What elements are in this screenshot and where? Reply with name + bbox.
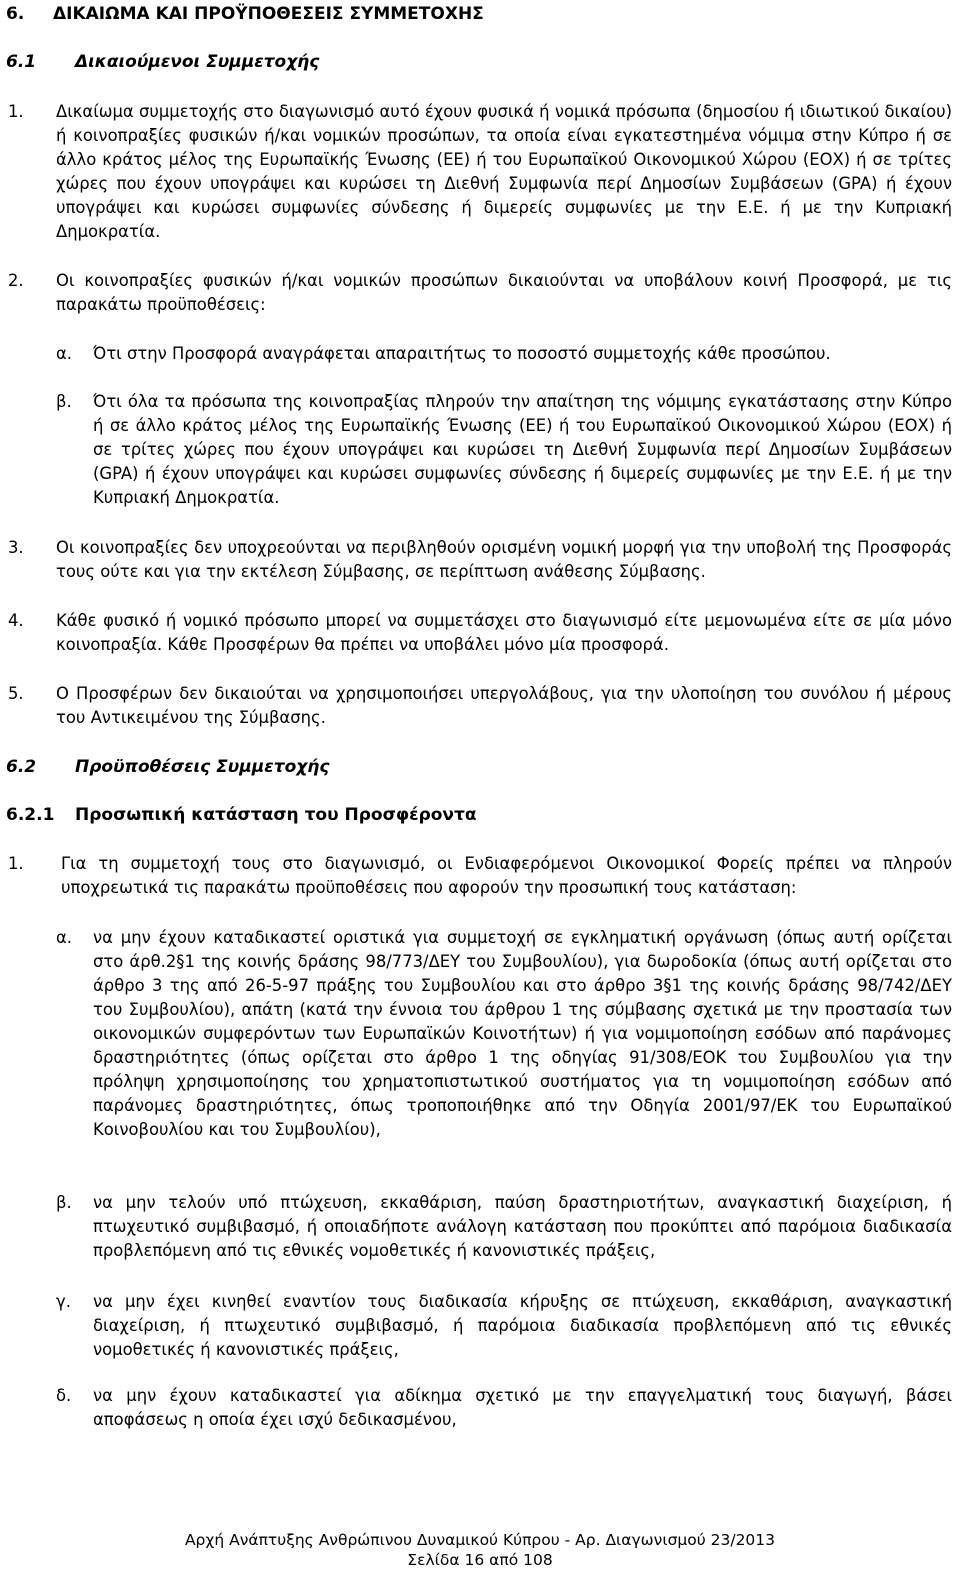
list-item bbox=[56, 390, 952, 510]
paragraph-text: Για τη συμμετοχή τους στο διαγωνισμό, οι Ενδιαφερόμενοι Οικονομικοί Φορείς πρέπει να πληρούν υποχρεωτικά τις παρακάτω προϋποθέσεις που αφορούν την προσωπική τους κατάσταση: bbox=[61, 854, 952, 897]
paragraph-text: να μην έχουν καταδικαστεί για αδίκημα σχετικό με την επαγγελματική τους διαγωγή, βάσει αποφάσεως η οποία έχει ισχύ δεδικασμένου, bbox=[93, 1386, 952, 1429]
list-marker: 3. bbox=[8, 538, 24, 557]
list-item bbox=[56, 1290, 952, 1362]
section-number: 6.2.1 bbox=[6, 805, 55, 825]
paragraph-text: να μην έχουν καταδικαστεί οριστικά για συμμετοχή σε εγκληματική οργάνωση (όπως αυτή ορίζεται στο άρθ.2§1 της κοινής δράσης 98/773/ΔΕΥ του Συμβουλίου), για δωροδοκία (όπως αυτή ορίζεται στο άρθρο 3 της από 26-5-97 πράξης του Συμβουλίου και στο άρθρο 3§1 της κοινής δράσης 98/742/ΔΕΥ του Συμβουλίου), απάτη (κατά την έννοια του άρθρου 1 της σύμβασης σχετικά με την προστασία των οικονομικών συμφερόντων των Ευρωπαϊκών Κοινοτήτων) ή για νομιμοποίηση εσόδων από παράνομες δραστηριότητες (όπως ορίζεται στο άρθρο 1 της οδηγίας 91/308/ΕΟΚ του Συμβουλίου για την πρόληψη χρησιμοποίησης του χρηματοπιστωτικού συστήματος για τη νομιμοποίηση εσόδων από παράνομες δραστηριότητες, όπως τροποποιήθηκε από την Οδηγία 2001/97/ΕΚ του Ευρωπαϊκού Κοινοβουλίου και του Συμβουλίου), bbox=[93, 928, 952, 1139]
list-marker: 5. bbox=[8, 684, 24, 703]
list-item bbox=[8, 609, 952, 657]
list-item bbox=[8, 536, 952, 584]
list-item bbox=[8, 852, 952, 900]
section-title: Δικαιούμενοι Συμμετοχής bbox=[75, 52, 320, 72]
paragraph-text: Ότι στην Προσφορά αναγράφεται απαραιτήτως το ποσοστό συμμετοχής κάθε προσώπου. bbox=[93, 344, 831, 363]
list-marker: α. bbox=[56, 928, 73, 947]
footer-organization: Αρχή Ανάπτυξης Ανθρώπινου Δυναμικού Κύπρου - Αρ. Διαγωνισμού 23/2013 bbox=[184, 1531, 776, 1549]
paragraph-text: Οι κοινοπραξίες δεν υποχρεούνται να περιβληθούν ορισμένη νομική μορφή για την υποβολή της Προσφοράς τους ούτε και για την εκτέλεση Σύμβασης, σε περίπτωση ανάθεσης Σύμβασης. bbox=[56, 538, 952, 581]
paragraph-text: Δικαίωμα συμμετοχής στο διαγωνισμό αυτό έχουν φυσικά ή νομικά πρόσωπα (δημοσίου ή ιδιωτικού δικαίου) ή κοινοπραξίες φυσικών ή/και νομικών προσώπων, τα οποία είναι εγκατεστημένα νόμιμα στην Κύπρο ή σε άλλο κράτος μέλος της Ευρωπαϊκής Ένωσης (ΕΕ) ή του Ευρωπαϊκού Οικονομικού Χώρου (ΕΟΧ) ή σε τρίτες χώρες που έχουν υπογράψει και κυρώσει τη Διεθνή Συμφωνία περί Δημοσίων Συμβάσεων (GPA) ή έχουν υπογράψει και κυρώσει συμφωνίες σύνδεσης ή διμερείς συμφωνίες με την Ε.Ε. ή με την Κυπριακή Δημοκρατία. bbox=[56, 102, 952, 241]
list-marker: γ. bbox=[56, 1292, 71, 1311]
list-marker: α. bbox=[56, 344, 73, 363]
section-title: Προϋποθέσεις Συμμετοχής bbox=[75, 757, 330, 777]
list-marker: β. bbox=[56, 1193, 72, 1212]
page-number: Σελίδα 16 από 108 bbox=[407, 1551, 553, 1569]
paragraph-text: Οι κοινοπραξίες φυσικών ή/και νομικών προσώπων δικαιούνται να υποβάλουν κοινή Προσφορά, με τις παρακάτω προϋποθέσεις: bbox=[56, 271, 952, 314]
list-marker: δ. bbox=[56, 1386, 72, 1405]
list-marker: 2. bbox=[8, 271, 24, 290]
section-title: ΔΙΚΑΙΩΜΑ ΚΑΙ ΠΡΟΫΠΟΘΕΣΕΙΣ ΣΥΜΜΕΤΟΧΗΣ bbox=[53, 4, 484, 24]
list-marker: 1. bbox=[8, 854, 24, 873]
section-number: 6.1 bbox=[6, 52, 37, 72]
section-title: Προσωπική κατάσταση του Προσφέροντα bbox=[75, 805, 477, 825]
paragraph-text: να μην τελούν υπό πτώχευση, εκκαθάριση, παύση δραστηριοτήτων, αναγκαστική διαχείριση, ή πτωχευτικό συμβιβασμό, ή οποιαδήποτε ανάλογη κατάσταση που προκύπτει από παρόμοια διαδικασία προβλεπόμενη από τις εθνικές νομοθετικές ή κανονιστικές πράξεις, bbox=[93, 1193, 952, 1260]
list-item bbox=[56, 926, 952, 1142]
list-item bbox=[8, 269, 952, 317]
paragraph-text: να μην έχει κινηθεί εναντίον τους διαδικασία κήρυξης σε πτώχευση, εκκαθάριση, αναγκαστική διαχείριση, ή πτωχευτικό συμβιβασμό, ή παρόμοια διαδικασία προβλεπόμενη από τις εθνικές νομοθετικές ή κανονιστικές πράξεις, bbox=[93, 1292, 952, 1359]
list-item bbox=[8, 100, 952, 244]
section-number: 6. bbox=[6, 4, 25, 24]
list-item bbox=[56, 342, 952, 366]
list-marker: β. bbox=[56, 392, 72, 411]
paragraph-text: Ο Προσφέρων δεν δικαιούται να χρησιμοποιήσει υπεργολάβους, για την υλοποίηση του συνόλου ή μέρους του Αντικειμένου της Σύμβασης. bbox=[56, 684, 952, 727]
list-marker: 4. bbox=[8, 611, 24, 630]
list-marker: 1. bbox=[8, 102, 24, 121]
list-item bbox=[8, 682, 952, 730]
paragraph-text: Κάθε φυσικό ή νομικό πρόσωπο μπορεί να συμμετάσχει στο διαγωνισμό είτε μεμονωμένα είτε σε μία μόνο κοινοπραξία. Κάθε Προσφέρων θα πρέπει να υποβάλει μόνο μία προσφορά. bbox=[56, 611, 952, 654]
paragraph-text: Ότι όλα τα πρόσωπα της κοινοπραξίας πληρούν την απαίτηση της νόμιμης εγκατάστασης στην Κύπρο ή σε άλλο κράτος μέλος της Ευρωπαϊκής Ένωσης (ΕΕ) ή του Ευρωπαϊκού Οικονομικού Χώρου (ΕΟΧ) ή σε τρίτες χώρες που έχουν υπογράψει και κυρώσει τη Διεθνή Συμφωνία περί Δημοσίων Συμβάσεων (GPA) ή έχουν υπογράψει και κυρώσει συμφωνίες σύνδεσης ή διμερείς συμφωνίες με την Ε.Ε. ή με την Κυπριακή Δημοκρατία. bbox=[93, 392, 952, 507]
section-number: 6.2 bbox=[6, 757, 37, 777]
page-footer bbox=[0, 1530, 960, 1570]
list-item bbox=[56, 1191, 952, 1263]
list-item bbox=[56, 1384, 952, 1432]
